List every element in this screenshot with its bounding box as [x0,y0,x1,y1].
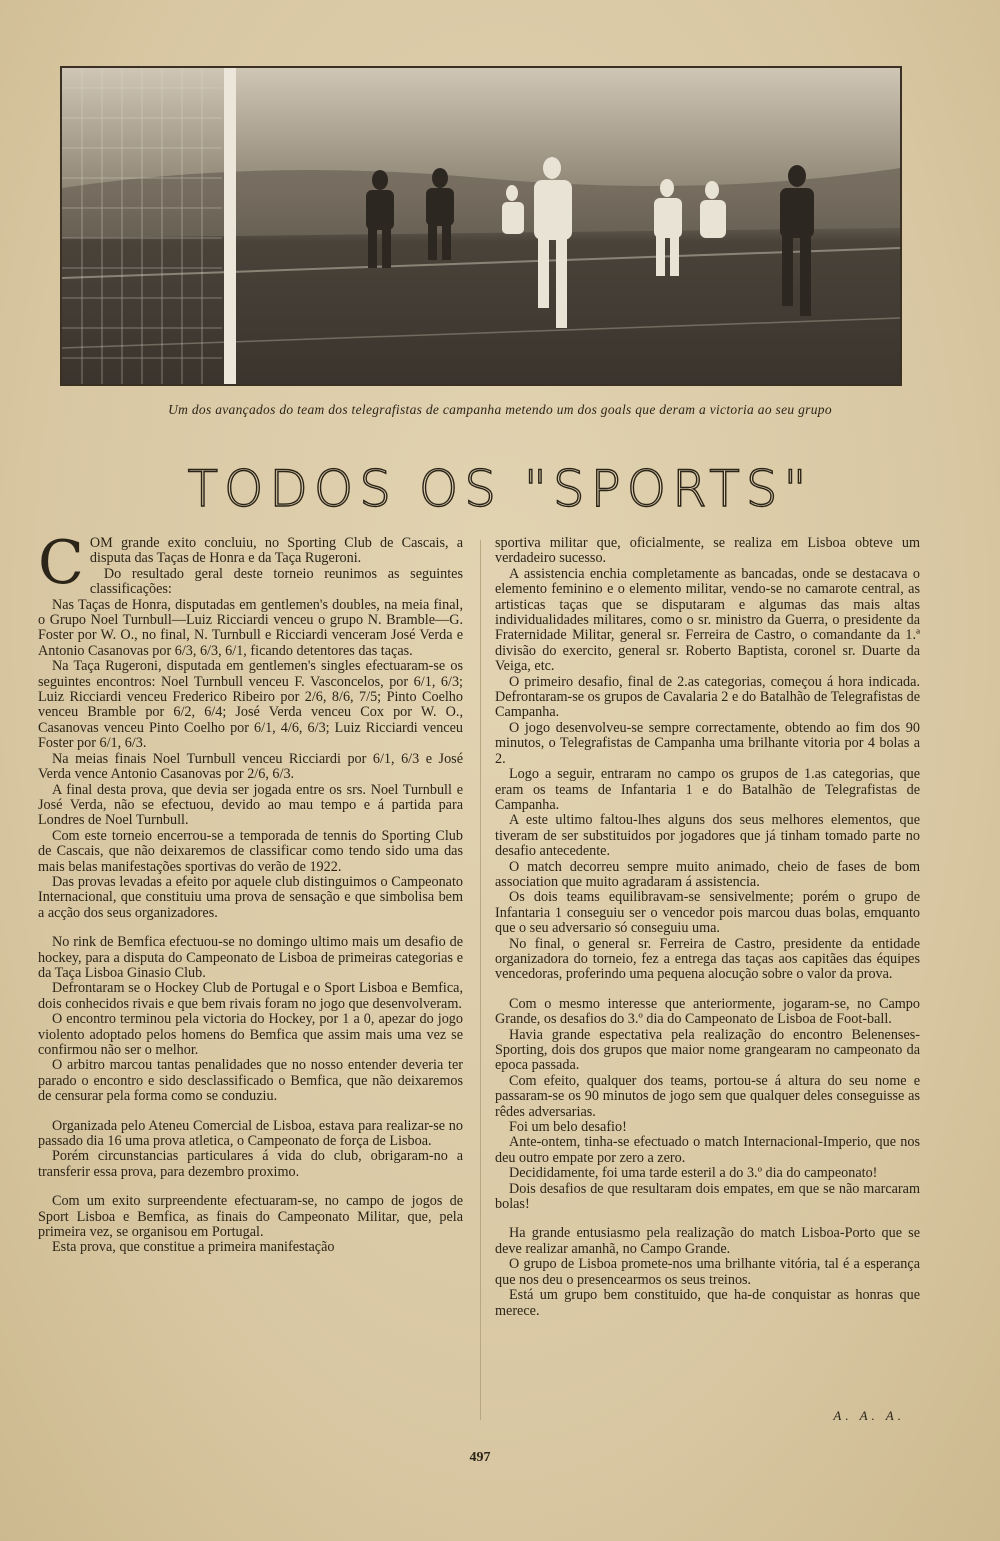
paragraph: Foi um belo desafio! [509,1119,627,1136]
section-gap [38,921,463,935]
paragraph: Havia grande espectativa pela realização do encontro Belenenses-Sporting, dois dos grupos que maior nome grangearam no campeonato da epoca passada. [495,1026,920,1074]
paragraph: COM grande exito concluiu, no Sporting Club de Cascais, a disputa das Taças de Honra e da Taça Rugeroni. [38,528,463,598]
article-headline: TODOS OS "SPORTS" [187,460,813,518]
paragraph: Dois desafios de que resultaram dois empates, em que se não marcaram bolas! [495,1180,920,1213]
paragraph: O match decorreu sempre muito animado, cheio de fases de bom association que muito agradaram á assistencia. [495,858,920,890]
paragraph: A este ultimo faltou-lhes alguns dos seus melhores elementos, que tiveram de ser substituidos por jogadores que já tinham tomado parte no desafio antecedente. [495,812,920,860]
paragraph: A assistencia enchia completamente as bancadas, onde se destacava o elemento feminino e o elemento militar, vendo-se no camarote central, as artisticas taças que se disputaram e algumas das mais altas individualidades militares, como o sr. ministro da Guerra, o presidente da Fraternidade Militar, general sr. Ferreira de Castro, o comandante da 1.ª divisão do exercito, general sr. Roberto Baptista, coronel sr. Duarte da Veiga, etc. [495,565,920,675]
drop-cap: C [38,528,84,598]
paragraph: Está um grupo bem constituido, que ha-de conquistar as honras que merece. [495,1287,920,1319]
paragraph: O jogo desenvolveu-se sempre correctamente, obtendo ao fim dos 90 minutos, o Telegrafistas de Campanha uma brilhante vitoria por 4 bolas a 2. [495,719,920,767]
paragraph: O grupo de Lisboa promete-nos uma brilhante vitória, tal é a esperança que nos deu o presencearmos os seus treinos. [495,1256,920,1288]
paragraph: O encontro terminou pela victoria do Hockey, por 1 a 0, apezar do jogo violento adoptado pelos homens do Bemfica que assim mais uma vez se confirmou não ser o melhor. [38,1011,463,1058]
paragraph: Nas Taças de Honra, disputadas em gentlemen's doubles, na meia final, o Grupo Noel Turnbull—Luiz Ricciardi venceu o grupo N. Bramble—G. Foster por W. O., no final, N. Turnbull e Ricciardi venceram José Verda e Antonio Casanovas por 6/3, 6/3, 6/1, ficando detentores das taças. [38,596,463,659]
section-gap [38,1105,463,1119]
paragraph: O arbitro marcou tantas penalidades que no nosso entender deveria ter parado o encontro e sido desclassificado o Bemfica, que não deixaremos de censurar pela forma como se conduziu. [38,1057,463,1105]
author-signature: A. A. A. [833,1408,905,1423]
paragraph: No rink de Bemfica efectuou-se no domingo ultimo mais um desafio de hockey, para a disputa do Campeonato de Lisboa de primeiras categorias e da Taça Lisboa Ginasio Club. [38,934,463,981]
football-photo [60,66,902,386]
paragraph: Ante-ontem, tinha-se efectuado o match Internacional-Imperio, que nos deu outro empate por zero a zero. [495,1134,920,1166]
paragraph: Os dois teams equilibravam-se sensivelmente; porém o grupo de Infantaria 1 conseguiu ser o vencedor pois marcou duas bolas, emquanto que o seu adversario só conseguiu uma. [495,889,920,937]
right-column [495,536,920,1319]
photo-caption: Um dos avançados do team dos telegrafistas de campanha metendo um dos goals que deram a victoria ao seu grupo [168,402,832,417]
paragraph: sportiva militar que, oficialmente, se realiza em Lisboa obteve um verdadeiro sucesso. [495,535,920,567]
paragraph: Das provas levadas a efeito por aquele club distinguimos o Campeonato Internacional, que constituiu uma prova de sensação e que simbolisa bem a acção dos seus organizadores. [38,873,463,921]
paragraph: Esta prova, que constitue a primeira manifestação [52,1239,335,1256]
paragraph: O primeiro desafio, final de 2.as categorias, começou á hora indicada. Defrontaram-se os grupos de Cavalaria 2 e do Batalhão de Telegrafistas de Campanha. [495,673,920,721]
paragraph: Organizada pelo Ateneu Comercial de Lisboa, estava para realizar-se no passado dia 16 uma prova atletica, o Campeonato de força de Lisboa. [38,1117,463,1150]
column-divider [480,540,481,1420]
section-gap [38,1180,463,1194]
paragraph: Com este torneio encerrou-se a temporada de tennis do Sporting Club de Cascais, que não deixaremos de classificar como tendo sido uma das mais belas manifestações sportivas do verão de 1922. [38,827,463,875]
left-column [38,528,463,1256]
paragraph: Com efeito, qualquer dos teams, portou-se á altura do seu nome e passaram-se os 90 minutos de jogo sem que qualquer deles conseguisse as rêdes adversarias. [495,1072,920,1120]
section-gap [495,983,920,997]
paragraph: A final desta prova, que devia ser jogada entre os srs. Noel Turnbull e José Verda, não se efectuou, devido ao mau tempo e á partida para Londres de Noel Turnbull. [38,781,463,829]
paragraph: Na Taça Rugeroni, disputada em gentlemen's singles efectuaram-se os seguintes encontros: Noel Turnbull venceu F. Vasconcelos, por 6/1, 6/3; Luiz Ricciardi venceu Frederico Ribeiro por 2/6, 8/6, 7/5; Pinto Coelho venceu Bramble por 6/2, 6/4; José Verda venceu Cox por W. O., Casanovas venceu Pinto Coelho por 6/1, 4/6, 6/3; Luiz Ricciardi venceu Foster por 6/1, 6/3. [38,658,463,752]
paragraph: Com um exito surpreendente efectuaram-se, no campo de jogos de Sport Lisboa e Bemfica, as finais do Campeonato Militar, que, pela primeira vez, se organisou em Portugal. [38,1193,463,1241]
paragraph: Do resultado geral deste torneio reunimos as seguintes classificações: [89,565,463,598]
paragraph: No final, o general sr. Ferreira de Castro, presidente da entidade organizadora do torneio, fez a entrega das taças aos capitães das équipes vencedoras, proferindo uma pequena alocução sobre o valor da prova. [495,935,920,983]
section-gap [495,1212,920,1226]
paragraph: Logo a seguir, entraram no campo os grupos de 1.as categorias, que eram os teams de Infantaria 1 e do Batalhão de Telegrafistas de Campanha. [495,766,920,813]
paragraph: Decididamente, foi uma tarde esteril a do 3.º dia do campeonato! [509,1165,878,1182]
paragraph: Defrontaram se o Hockey Club de Portugal e o Sport Lisboa e Bemfica, dois conhecidos rivais e que bem rivais foram no jogo que desenvolveram. [38,980,463,1012]
paragraph: Na meias finais Noel Turnbull venceu Ricciardi por 6/1, 6/3 e José Verda vence Antonio Casanovas por 2/6, 6/3. [38,750,463,783]
page-number: 497 [469,1450,491,1465]
paragraph: Com o mesmo interesse que anteriormente, jogaram-se, no Campo Grande, os desafios do 3.º dia do Campeonato de Lisboa de Foot-ball. [495,995,920,1028]
paragraph: Porém circunstancias particulares á vida do club, obrigaram-no a transferir essa prova, para dezembro proximo. [38,1148,463,1180]
paragraph: Ha grande entusiasmo pela realização do match Lisboa-Porto que se deve realizar amanhã, no Campo Grande. [495,1225,920,1257]
